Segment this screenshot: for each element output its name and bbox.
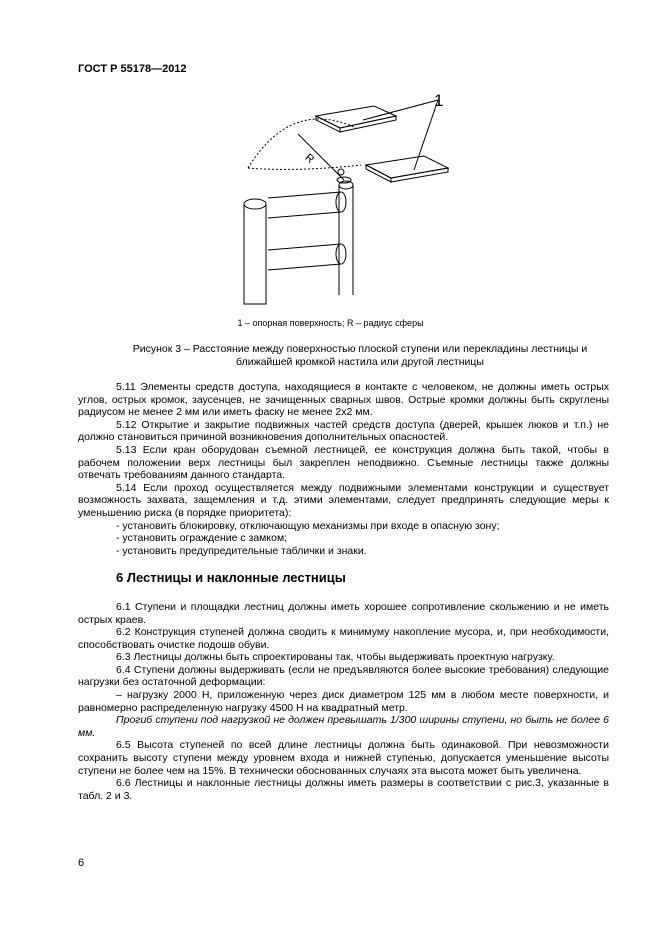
pointer-line-2 bbox=[414, 100, 438, 170]
figure-legend: 1 – опорная поверхность; R – радиус сферы bbox=[237, 318, 424, 328]
paragraph-5-13: 5.13 Если кран оборудован съемной лестницей, ее конструкция должна быть такой, чтобы в рабочем положении верх лестницы был закреплен неподвижно. Съемные лестницы также должны отвечать требованиям данного стандарта. bbox=[78, 443, 609, 482]
paragraph-5-12: 5.12 Открытие и закрытие подвижных частей средств доступа (дверей, крышек люков и т.п.) не должно становиться причиной возникновения дополнительных опасностей. bbox=[78, 418, 609, 444]
section-title: 6 Лестницы и наклонные лестницы bbox=[116, 570, 346, 586]
paragraph-6-4: 6.4 Ступени должны выдерживать (если не предъявляются более высокие требования) следующие нагрузки без остаточной деформации: bbox=[78, 663, 609, 689]
figure-label-r: R bbox=[302, 151, 317, 166]
ladder-rung-upper bbox=[268, 192, 341, 218]
figure-caption bbox=[120, 343, 600, 369]
paragraph-6-4-deflection: Прогиб ступени под нагрузкой не должен превышать 1/300 ширины ступени, но быть не более 6 мм. bbox=[78, 714, 609, 739]
ladder-rung-lower bbox=[268, 244, 341, 270]
page-number: 6 bbox=[78, 857, 85, 869]
list-item: - установить ограждение с замком; bbox=[116, 532, 288, 545]
paragraph-5-14: 5.14 Если проход осуществляется между подвижными элементами конструкции и существует возможность захвата, защемления и т.д. этими элементами, следует предпринять следующие меры к уменьшению риска (в порядке приоритета): bbox=[78, 481, 609, 519]
paragraph-6-5: 6.5 Высота ступеней по всей длине лестницы должна быть одинаковой. При невозможности сохранить высоту ступени между уровнем входа и нижней ступенью, допускается уменьшение высоты ступени не более чем на 15%. В технически обоснованных случаях эта высота может быть увеличена. bbox=[78, 739, 609, 777]
body-text bbox=[78, 381, 609, 802]
paragraph-6-1: 6.1 Ступени и площадки лестниц должны иметь хорошее сопротивление скольжению и не иметь острых краев. bbox=[78, 600, 609, 626]
paragraph-6-3: 6.3 Лестницы должны быть спроектированы так, чтобы выдерживать проектную нагрузку. bbox=[116, 651, 555, 664]
figure-label-1: 1 bbox=[434, 91, 444, 110]
list-item: - установить блокировку, отключающую механизмы при входе в опасную зону; bbox=[116, 519, 500, 532]
list-item: - установить предупредительные таблички и знаки. bbox=[116, 544, 367, 557]
sphere-arc-lower bbox=[248, 165, 361, 169]
paragraph-6-2: 6.2 Конструкция ступеней должна сводить к минимуму накопление мусора, и, при необходимости, способствовать очистке подошв обуви. bbox=[78, 626, 609, 651]
figure-3-drawing bbox=[236, 90, 466, 310]
sphere-arc bbox=[248, 119, 356, 168]
ladder-front-rail bbox=[244, 204, 266, 304]
paragraph-6-4-load: – нагрузку 2000 Н, приложенную через диск диаметром 125 мм в любом месте поверхности, и равномерно распределенную нагрузку 4500 Н на квадратный метр. bbox=[78, 689, 609, 714]
caption-line-1: Рисунок 3 – Расстояние между поверхностью плоской ступени или перекладины лестницы и bbox=[132, 343, 588, 355]
caption-line-2: ближайшей кромкой настила или другой лестницы bbox=[236, 356, 484, 368]
document-header: ГОСТ Р 55178—2012 bbox=[78, 63, 187, 75]
paragraph-5-11: 5.11 Элементы средств доступа, находящиеся в контакте с человеком, не должны иметь острых углов, острых кромок, заусенцев, не зачищенных сварных швов. Острые кромки должны быть скруглены радиусом не менее 2 мм или иметь фаску не менее 2х2 мм. bbox=[78, 381, 609, 419]
pointer-line-1 bbox=[363, 100, 438, 120]
paragraph-6-6: 6.6 Лестницы и наклонные лестницы должны иметь размеры в соответствии с рис.3, указанные в табл. 2 и 3. bbox=[78, 777, 609, 802]
